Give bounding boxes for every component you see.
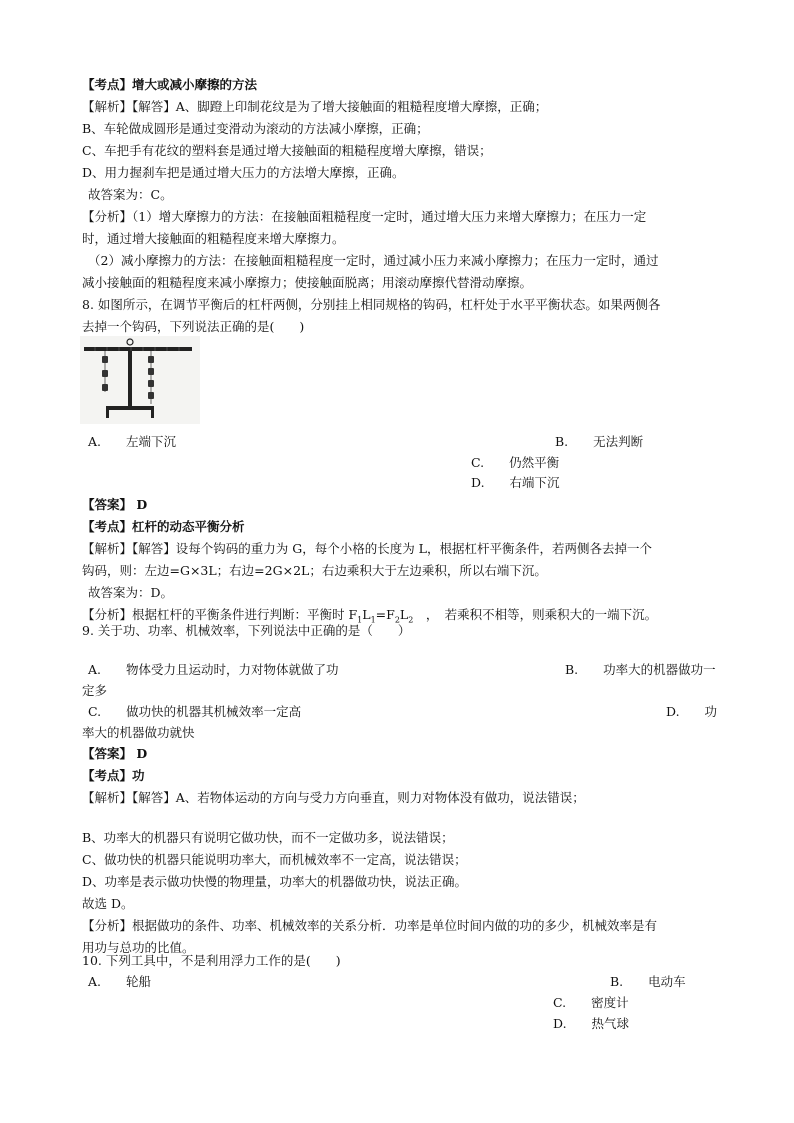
- lever-figure: [80, 336, 200, 424]
- q7-fenxi-line: （2）减小摩擦力的方法：在接触面粗糙程度一定时，通过减小压力来减小摩擦力；在压力一定时，通过: [88, 253, 659, 268]
- q7-fenxi-line: 时，通过增大接触面的粗糙程度来增大摩擦力。: [82, 231, 345, 246]
- q7-jiexi-line: 故答案为：C。: [88, 187, 173, 202]
- q7-kaodian: 【考点】增大或减小摩擦的方法: [82, 77, 258, 92]
- q9-option-a[interactable]: A. 物体受力且运动时，力对物体就做了功: [88, 662, 339, 677]
- q7-fenxi-line: 减小接触面的粗糙程度来减小摩擦力；使接触面脱离；用滚动摩擦代替滑动摩擦。: [82, 275, 533, 290]
- q9-jiexi-line: B、功率大的机器只有说明它做功快，而不一定做功多，说法错误；: [82, 830, 454, 845]
- q7-jiexi-line: D、用力握刹车把是通过增大压力的方法增大摩擦，正确。: [82, 165, 405, 180]
- q9-answer: 【答案】 D: [82, 746, 148, 761]
- q9-jiexi-line: 【解析】【解答】A、若物体运动的方向与受力方向垂直，则力对物体没有做功，说法错误；: [82, 790, 585, 805]
- q10-option-d[interactable]: D. 热气球: [553, 1016, 630, 1031]
- q7-jiexi-line: B、车轮做成圆形是通过变滑动为滚动的方法减小摩擦，正确；: [82, 121, 429, 136]
- q9-jiexi-line: D、功率是表示做功快慢的物理量，功率大的机器做功快，说法正确。: [82, 874, 468, 889]
- q8-answer: 【答案】 D: [82, 497, 148, 512]
- q9-option-b[interactable]: B. 功率大的机器做功一: [565, 662, 716, 677]
- q9-fenxi-line: 【分析】根据做功的条件、功率、机械效率的关系分析．功率是单位时间内做的功的多少，机械效率是有: [82, 918, 658, 933]
- q7-fenxi-line: 【分析】（1）增大摩擦力的方法：在接触面粗糙程度一定时，通过增大压力来增大摩擦力；在压力一定: [82, 209, 647, 224]
- q9-option-c[interactable]: C. 做功快的机器其机械效率一定高: [88, 704, 302, 719]
- q8-option-c[interactable]: C. 仍然平衡: [471, 455, 560, 470]
- q9-option-d-cont: 率大的机器做功就快: [82, 725, 195, 740]
- q8-option-d[interactable]: D. 右端下沉: [471, 475, 560, 490]
- q8-jiexi-line: 钩码，则：左边=G×3L；右边=2G×2L；右边乘积大于左边乘积，所以右端下沉。: [82, 563, 547, 578]
- q10-option-b[interactable]: B. 电动车: [610, 974, 686, 989]
- q9-option-d[interactable]: D. 功: [666, 704, 718, 719]
- q9-kaodian: 【考点】功: [82, 768, 145, 783]
- q9-jiexi-line: 故选 D。: [82, 896, 134, 911]
- q9-stem: 9. 关于功、功率、机械效率，下列说法中正确的是（ ）: [82, 623, 411, 638]
- q8-stem-line: 去掉一个钩码，下列说法正确的是( ): [82, 319, 305, 334]
- q8-option-b[interactable]: B. 无法判断: [555, 434, 644, 449]
- q8-jiexi-line: 故答案为：D。: [88, 585, 174, 600]
- q8-fenxi: 【分析】根据杠杆的平衡条件进行判断：平衡时 $F_1L_1=F_2L_2$ ， 若乘积不相等，则乘积大的一端下沉。: [82, 607, 658, 625]
- q10-option-a[interactable]: A. 轮船: [88, 974, 152, 989]
- q8-jiexi-line: 【解析】【解答】设每个钩码的重力为 G，每个小格的长度为 L，根据杠杆平衡条件，若两侧各去掉一个: [82, 541, 652, 556]
- q9-option-b-cont: 定多: [82, 683, 108, 698]
- q10-option-c[interactable]: C. 密度计: [553, 995, 629, 1010]
- q8-stem-line: 8. 如图所示，在调节平衡后的杠杆两侧，分别挂上相同规格的钩码，杠杆处于水平平衡状态。如果两侧各: [82, 297, 661, 312]
- q8-option-a[interactable]: A. 左端下沉: [88, 434, 177, 449]
- q9-jiexi-line: C、做功快的机器只能说明功率大，而机械效率不一定高，说法错误；: [82, 852, 467, 867]
- q9-fenxi-line: 用功与总功的比值。: [82, 940, 195, 955]
- q7-jiexi-line: 【解析】【解答】A、脚蹬上印制花纹是为了增大接触面的粗糙程度增大摩擦，正确；: [82, 99, 548, 114]
- q8-kaodian: 【考点】杠杆的动态平衡分析: [82, 519, 245, 534]
- q10-stem: 10. 下列工具中，不是利用浮力工作的是( ): [82, 953, 341, 968]
- q7-jiexi-line: C、车把手有花纹的塑料套是通过增大接触面的粗糙程度增大摩擦，错误；: [82, 143, 492, 158]
